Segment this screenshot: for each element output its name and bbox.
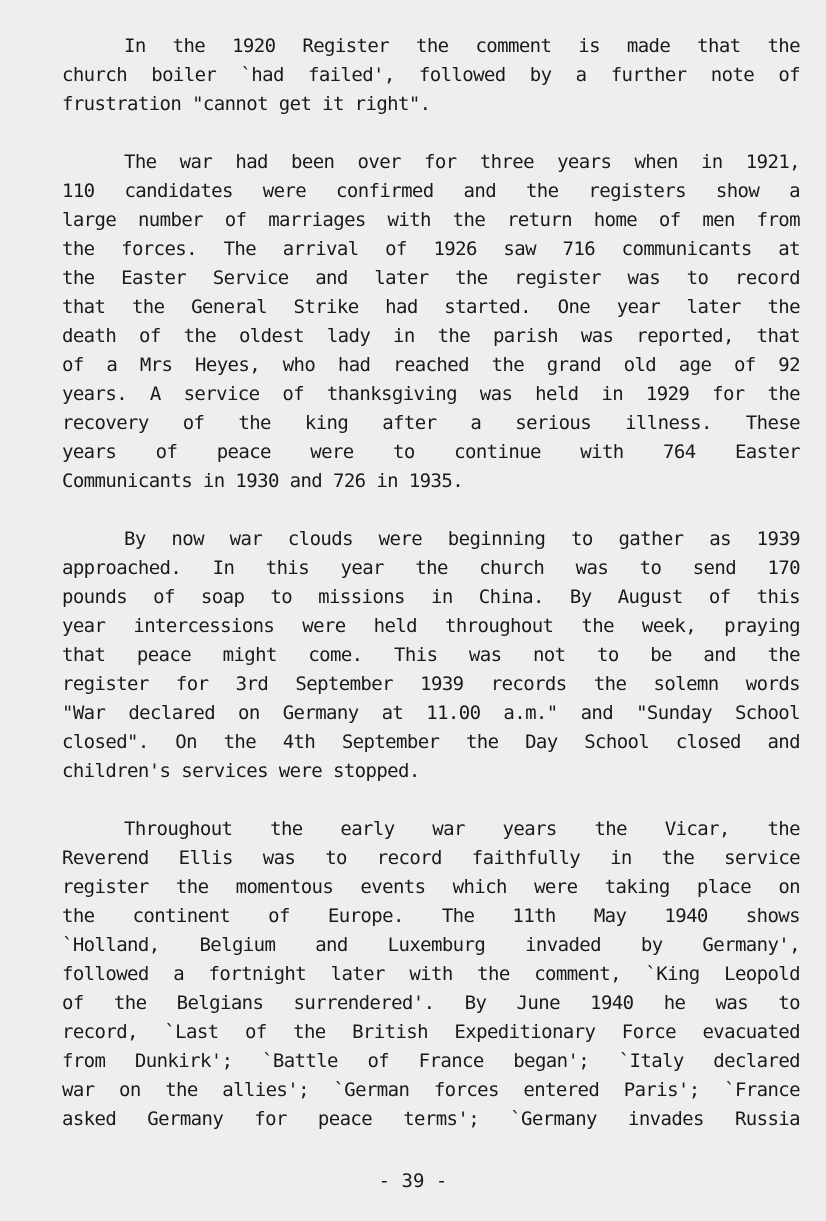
- text-line: recovery of the king after a serious illness. These: [62, 412, 800, 434]
- text-line: the Easter Service and later the register was to record: [62, 267, 800, 289]
- paragraph: [62, 815, 800, 1134]
- text-line: of the Belgians surrendered'. By June 1940 he was to: [62, 992, 800, 1014]
- text-line: "War declared on Germany at 11.00 a.m." and "Sunday School: [62, 702, 800, 724]
- text-line: closed". On the 4th September the Day School closed and: [62, 731, 800, 753]
- text-line: children's services were stopped.: [62, 760, 420, 782]
- text-line: In the 1920 Register the comment is made that the: [124, 35, 800, 57]
- paragraph: [62, 148, 800, 496]
- page-number: - 39 -: [378, 1170, 448, 1192]
- text-line: `Holland, Belgium and Luxemburg invaded by Germany',: [62, 934, 800, 956]
- text-line: By now war clouds were beginning to gather as 1939: [124, 528, 800, 550]
- text-line: of a Mrs Heyes, who had reached the grand old age of 92: [62, 354, 800, 376]
- text-line: that peace might come. This was not to be and the: [62, 644, 800, 666]
- text-line: years of peace were to continue with 764 Easter: [62, 441, 800, 463]
- text-line: record, `Last of the British Expeditionary Force evacuated: [62, 1021, 800, 1043]
- text-line: register the momentous events which were taking place on: [62, 876, 800, 898]
- text-line: church boiler `had failed', followed by a further note of: [62, 64, 800, 86]
- text-line: year intercessions were held throughout the week, praying: [62, 615, 800, 637]
- text-line: large number of marriages with the return home of men from: [62, 209, 800, 231]
- text-line: register for 3rd September 1939 records the solemn words: [62, 673, 800, 695]
- text-line: the continent of Europe. The 11th May 1940 shows: [62, 905, 800, 927]
- text-line: asked Germany for peace terms'; `Germany invades Russia: [62, 1108, 800, 1130]
- text-line: Throughout the early war years the Vicar, the: [124, 818, 800, 840]
- text-line: death of the oldest lady in the parish was reported, that: [62, 325, 800, 347]
- text-line: followed a fortnight later with the comment, `King Leopold: [62, 963, 800, 985]
- paragraph: [62, 525, 800, 786]
- document-body: [62, 32, 800, 1163]
- text-line: Communicants in 1930 and 726 in 1935.: [62, 470, 464, 492]
- text-line: years. A service of thanksgiving was held in 1929 for the: [62, 383, 800, 405]
- text-line: Reverend Ellis was to record faithfully in the service: [62, 847, 800, 869]
- text-line: approached. In this year the church was to send 170: [62, 557, 800, 579]
- text-line: from Dunkirk'; `Battle of France began'; `Italy declared: [62, 1050, 800, 1072]
- text-line: war on the allies'; `German forces entered Paris'; `France: [62, 1079, 800, 1101]
- paragraph: [62, 32, 800, 119]
- text-line: pounds of soap to missions in China. By August of this: [62, 586, 800, 608]
- text-line: The war had been over for three years when in 1921,: [124, 151, 800, 173]
- text-line: 110 candidates were confirmed and the registers show a: [62, 180, 800, 202]
- text-line: that the General Strike had started. One year later the: [62, 296, 800, 318]
- text-line: frustration "cannot get it right".: [62, 93, 431, 115]
- text-line: the forces. The arrival of 1926 saw 716 communicants at: [62, 238, 800, 260]
